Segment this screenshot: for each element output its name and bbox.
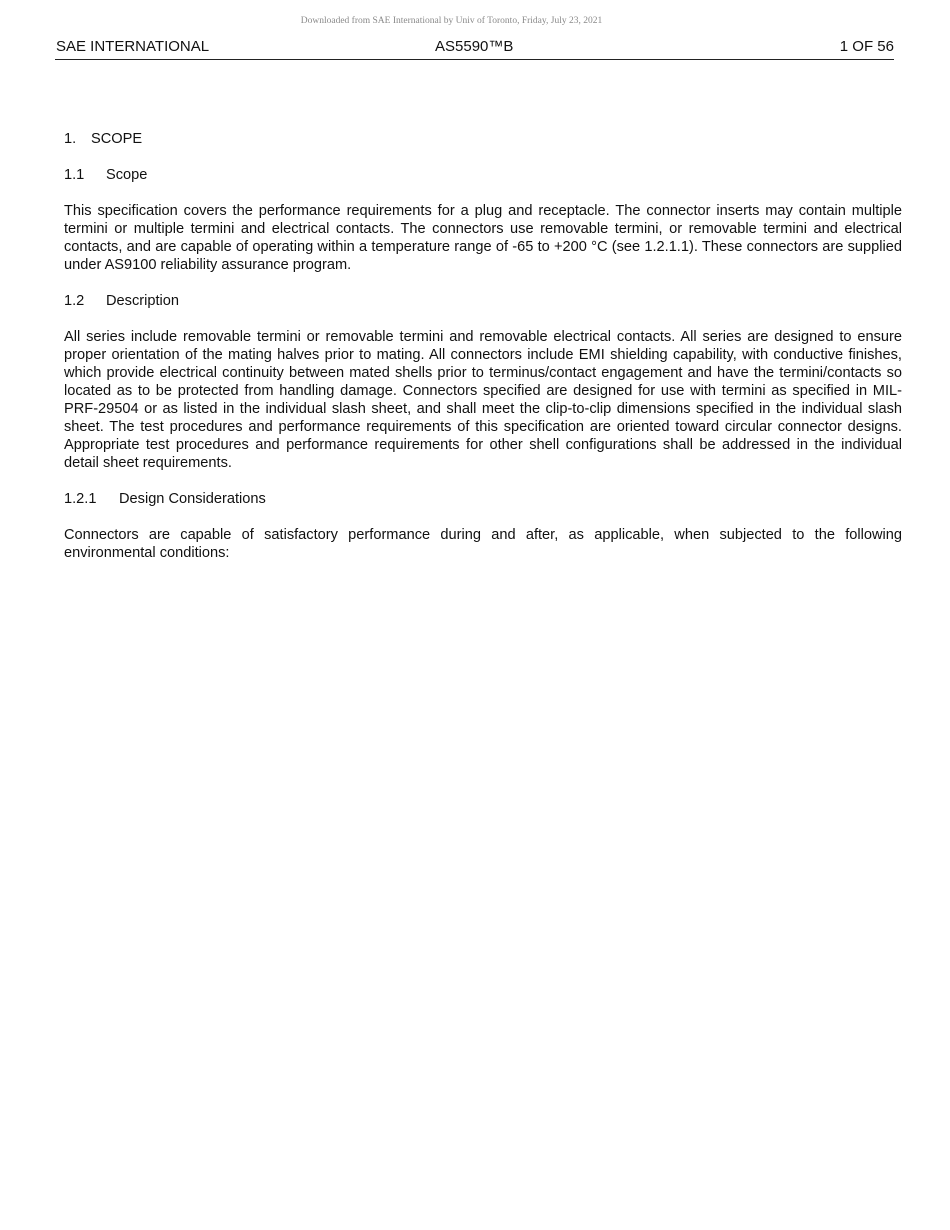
document-number: AS5590™B — [435, 38, 514, 55]
section-title: Scope — [106, 167, 148, 183]
section-number: 1. — [64, 131, 77, 147]
section-number: 1.1 — [64, 167, 85, 183]
section-title: Design Considerations — [119, 491, 266, 507]
description-paragraph: All series include removable termini or removable termini and removable electrical contacts. All series are designed to ensure proper orientation of the mating halves prior to mating. All connectors include EMI shielding capability, with conductive finishes, which provide electrical continuity between mated shells prior to terminus/contact engagement and have the termini/contacts so located as to be protected from handling damage. Connectors specified are designed for use with termini as specified in MIL-PRF-29504 or as listed in the individual slash sheet, and shall meet the clip-to-clip dimensions specified in the individual slash sheet. The test procedures and performance requirements of this specification are oriented toward circular connector designs. Appropriate test procedures and performance requirements for other shell configurations shall be addressed in the individual detail sheet requirements. — [64, 329, 902, 471]
page-header — [55, 38, 894, 60]
scope-paragraph: This specification covers the performance requirements for a plug and receptacle. The connector inserts may contain multiple termini or multiple termini and electrical contacts. The connectors use removable termini, or removable termini and electrical contacts, and are capable of operating within a temperature range of -65 to +200 °C (see 1.2.1.1). These connectors are supplied under AS9100 reliability assurance program. — [64, 203, 902, 273]
document-body — [64, 130, 902, 562]
section-heading-1 — [64, 130, 902, 148]
section-heading-1-1 — [64, 166, 902, 184]
section-number: 1.2.1 — [64, 491, 97, 507]
page-number: 1 OF 56 — [839, 38, 894, 55]
section-title: SCOPE — [91, 131, 143, 147]
download-watermark: Downloaded from SAE International by Univ of Toronto, Friday, July 23, 2021 — [300, 16, 603, 26]
section-number: 1.2 — [64, 293, 85, 309]
section-title: Description — [106, 293, 179, 309]
publisher-name: SAE INTERNATIONAL — [56, 38, 210, 55]
design-considerations-paragraph: Connectors are capable of satisfactory performance during and after, as applicable, when subjected to the following environmental conditions: — [64, 527, 902, 561]
section-heading-1-2-1 — [64, 490, 902, 508]
section-heading-1-2 — [64, 292, 902, 310]
